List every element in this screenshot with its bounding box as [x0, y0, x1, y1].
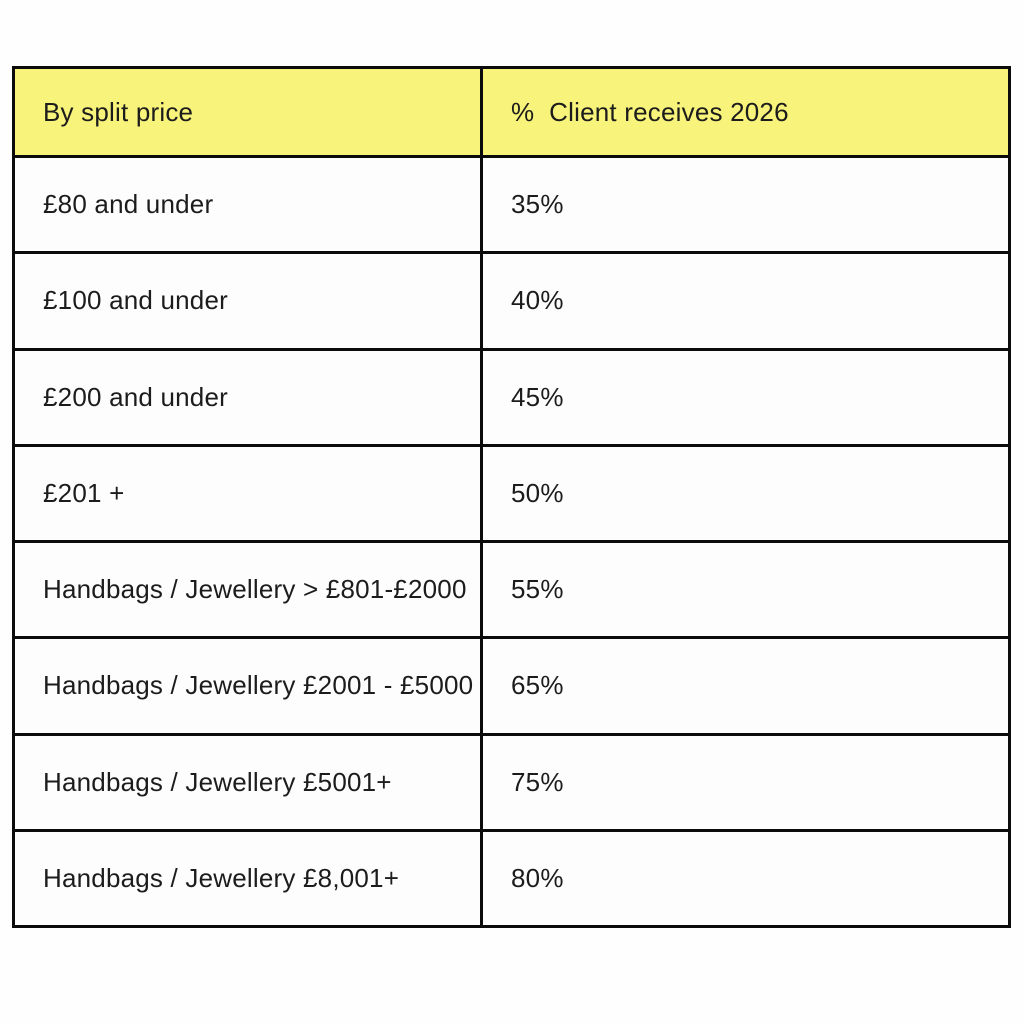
percent-cell: 50% [482, 445, 1010, 541]
percent-cell: 55% [482, 542, 1010, 638]
price-band-cell: Handbags / Jewellery > £801-£2000 [14, 542, 482, 638]
table-row [14, 253, 1010, 349]
header-by-split-price: By split price [14, 68, 482, 157]
percent-cell: 45% [482, 349, 1010, 445]
price-band-cell: Handbags / Jewellery £8,001+ [14, 830, 482, 926]
price-band-cell: £80 and under [14, 157, 482, 253]
price-band-cell: £100 and under [14, 253, 482, 349]
percent-cell: 75% [482, 734, 1010, 830]
price-band-cell: £201 + [14, 445, 482, 541]
table-row [14, 157, 1010, 253]
table-header-row [14, 68, 1010, 157]
table-row [14, 734, 1010, 830]
header-client-receives: % Client receives 2026 [482, 68, 1010, 157]
table-row [14, 542, 1010, 638]
table-row [14, 638, 1010, 734]
price-band-cell: Handbags / Jewellery £5001+ [14, 734, 482, 830]
table-row [14, 445, 1010, 541]
price-split-table [12, 66, 1011, 928]
percent-cell: 40% [482, 253, 1010, 349]
percent-cell: 80% [482, 830, 1010, 926]
price-band-cell: Handbags / Jewellery £2001 - £5000 [14, 638, 482, 734]
percent-cell: 35% [482, 157, 1010, 253]
table-row [14, 830, 1010, 926]
table-row [14, 349, 1010, 445]
price-band-cell: £200 and under [14, 349, 482, 445]
percent-cell: 65% [482, 638, 1010, 734]
